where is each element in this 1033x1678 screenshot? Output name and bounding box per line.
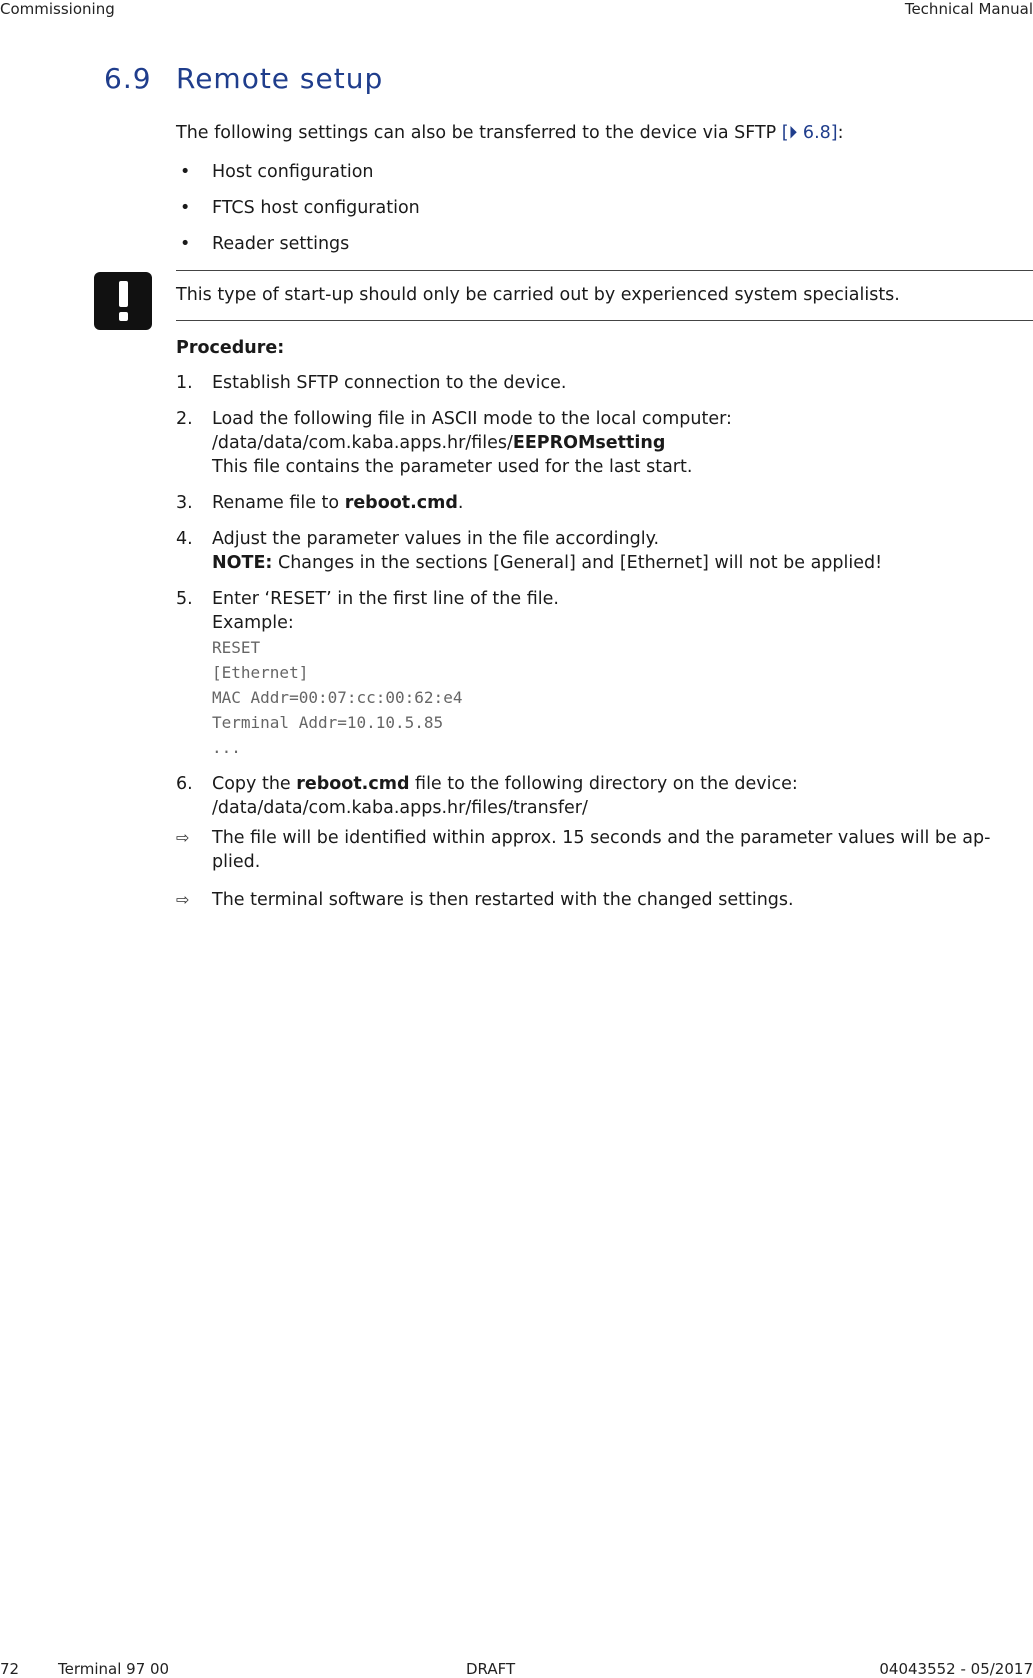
settings-list bbox=[176, 160, 420, 268]
code-line: RESET bbox=[212, 638, 261, 657]
file-name: reboot.cmd bbox=[344, 493, 458, 513]
result-item bbox=[176, 888, 1033, 912]
header-manual: Technical Manual bbox=[904, 0, 1033, 18]
list-item: • Host configuration bbox=[180, 162, 374, 182]
step-number: 3. bbox=[176, 493, 193, 513]
code-line: Terminal Addr=10.10.5.85 bbox=[212, 713, 444, 732]
procedure-heading: Procedure: bbox=[176, 338, 285, 358]
arrow-right-icon: ⇨ bbox=[176, 828, 190, 847]
exclamation-icon bbox=[94, 272, 152, 330]
step-text: Adjust the parameter values in the file accordingly. bbox=[212, 529, 660, 549]
procedure-steps bbox=[176, 371, 1033, 832]
code-line: MAC Addr=00:07:cc:00:62:e4 bbox=[212, 688, 463, 707]
section-heading bbox=[104, 62, 383, 95]
note-label: NOTE: bbox=[212, 553, 273, 573]
step-text: Enter ‘RESET’ in the first line of the file. bbox=[212, 589, 559, 609]
step-text: Load the following file in ASCII mode to the local computer: bbox=[212, 409, 732, 429]
step-2 bbox=[176, 407, 1033, 479]
footer-product: Terminal 97 00 bbox=[58, 1660, 170, 1678]
arrow-right-icon: ⇨ bbox=[176, 890, 190, 909]
note-text: This type of start-up should only be carried out by experienced system specialists. bbox=[176, 285, 900, 305]
step-text-post: . bbox=[457, 493, 464, 513]
step-text-post: file to the following directory on the device: bbox=[409, 774, 798, 794]
step-text: This file contains the parameter used for the last start. bbox=[212, 457, 693, 477]
file-name: reboot.cmd bbox=[296, 774, 410, 794]
file-path: /data/data/com.kaba.apps.hr/files/transfer/ bbox=[212, 798, 588, 818]
footer-page-number: 72 bbox=[0, 1660, 20, 1678]
result-item bbox=[176, 826, 1033, 874]
step-note bbox=[212, 551, 1033, 575]
step-3 bbox=[176, 491, 1033, 515]
intro-suffix: : bbox=[837, 123, 844, 143]
section-number: 6.9 bbox=[104, 62, 152, 95]
cross-reference-link[interactable]: [⏵ 6.8] bbox=[781, 123, 838, 143]
path-text: /data/data/com.kaba.apps.hr/files/ bbox=[212, 433, 513, 453]
file-path bbox=[212, 431, 1033, 455]
step-4 bbox=[176, 527, 1033, 575]
note-bottom-rule bbox=[176, 320, 1033, 321]
footer-status: DRAFT bbox=[466, 1660, 516, 1678]
header-chapter: Commissioning bbox=[0, 0, 115, 18]
step-6 bbox=[176, 772, 1033, 820]
step-number: 1. bbox=[176, 373, 193, 393]
step-text-pre: Copy the bbox=[212, 774, 297, 794]
list-item-label: FTCS host configuration bbox=[212, 198, 420, 218]
list-item-label: Host configuration bbox=[212, 162, 374, 182]
step-text bbox=[212, 491, 1033, 515]
file-name: EEPROMsetting bbox=[512, 433, 666, 453]
step-text bbox=[212, 772, 1033, 796]
procedure-results bbox=[176, 826, 1033, 926]
step-number: 5. bbox=[176, 589, 193, 609]
step-number: 4. bbox=[176, 529, 193, 549]
step-1 bbox=[176, 371, 1033, 395]
step-text: Establish SFTP connection to the device. bbox=[212, 373, 567, 393]
result-text: The terminal software is then restarted with the changed settings. bbox=[212, 890, 794, 910]
list-item: • Reader settings bbox=[180, 234, 350, 254]
intro-text: The following settings can also be transferred to the device via SFTP bbox=[176, 123, 782, 143]
list-item: • FTCS host configuration bbox=[180, 198, 420, 218]
note-body: Changes in the sections [General] and [Ethernet] will not be applied! bbox=[272, 553, 883, 573]
step-number: 2. bbox=[176, 409, 193, 429]
step-text: Example: bbox=[212, 613, 294, 633]
list-item-label: Reader settings bbox=[212, 234, 350, 254]
step-text-pre: Rename file to bbox=[212, 493, 345, 513]
footer-document-number: 04043552 - 05/2017 bbox=[879, 1660, 1033, 1678]
intro-paragraph bbox=[176, 121, 1032, 145]
code-example bbox=[212, 635, 1033, 760]
code-line: [Ethernet] bbox=[212, 663, 309, 682]
result-text: The file will be identified within approx. 15 seconds and the parameter values will be ap-plied. bbox=[212, 828, 991, 872]
section-title: Remote setup bbox=[176, 62, 384, 95]
step-5 bbox=[176, 587, 1033, 760]
code-line: ... bbox=[212, 738, 241, 757]
note-top-rule bbox=[176, 270, 1033, 271]
step-number: 6. bbox=[176, 774, 193, 794]
